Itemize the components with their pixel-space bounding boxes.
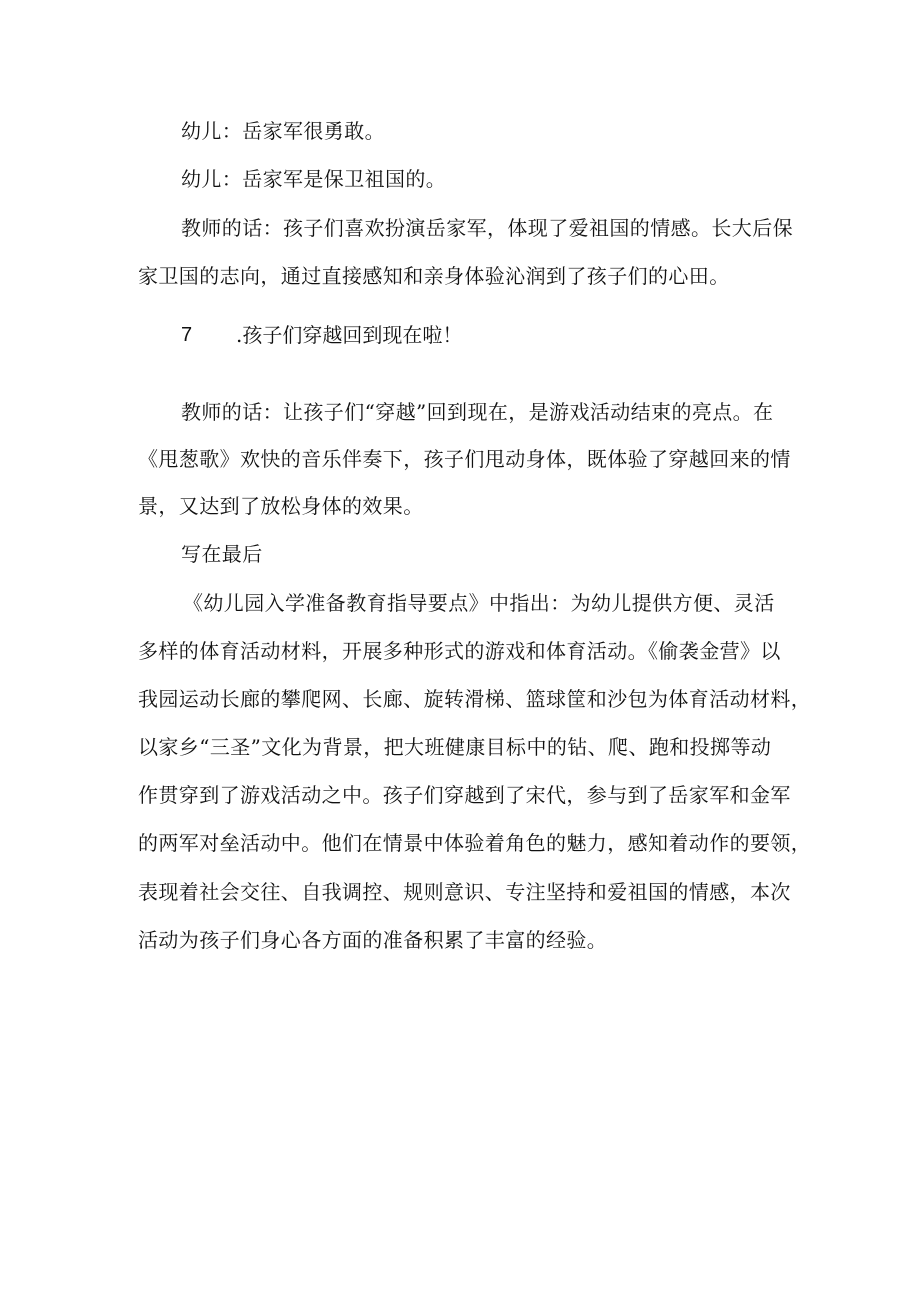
closing-line-5: 作贯穿到了游戏活动之中。孩子们穿越到了宋代，参与到了岳家军和金军	[138, 783, 791, 807]
teacher-note-1-line-1: 教师的话：孩子们喜欢扮演岳家军，体现了爱祖国的情感。长大后保	[181, 216, 793, 240]
teacher-note-2-line-1: 教师的话：让孩子们“穿越”回到现在，是游戏活动结束的亮点。在	[181, 400, 774, 424]
closing-line-1: 《幼儿园入学准备教育指导要点》中指出：为幼儿提供方便、灵活	[183, 591, 775, 615]
teacher-note-1-line-2: 家卫国的志向，通过直接感知和亲身体验沁润到了孩子们的心田。	[138, 264, 730, 288]
dialogue-line-1: 幼儿：岳家军很勇敢。	[181, 119, 385, 143]
closing-line-2: 多样的体育活动材料，开展多种形式的游戏和体育活动。《偷袭金营》以	[138, 639, 781, 663]
closing-line-4: 以家乡“三圣”文化为背景，把大班健康目标中的钻、爬、跑和投掷等动	[138, 735, 772, 759]
dialogue-line-2: 幼儿：岳家军是保卫祖国的。	[181, 167, 447, 191]
step-text: .孩子们穿越回到现在啦！	[236, 323, 463, 347]
closing-line-7: 表现着社会交往、自我调控、规则意识、专注坚持和爱祖国的情感，本次	[138, 880, 791, 904]
closing-line-3: 我园运动长廊的攀爬网、长廊、旋转滑梯、篮球筐和沙包为体育活动材料，	[138, 687, 812, 711]
teacher-note-2-line-3: 景，又达到了放松身体的效果。	[138, 494, 424, 518]
closing-line-6: 的两军对垒活动中。他们在情景中体验着角色的魅力，感知着动作的要领，	[138, 831, 812, 855]
closing-line-8: 活动为孩子们身心各方面的准备积累了丰富的经验。	[138, 928, 608, 952]
closing-heading: 写在最后	[181, 542, 263, 566]
teacher-note-2-line-2: 《甩葱歌》欢快的音乐伴奏下，孩子们甩动身体，既体验了穿越回来的情	[138, 447, 791, 471]
step-number: 7	[181, 324, 193, 346]
